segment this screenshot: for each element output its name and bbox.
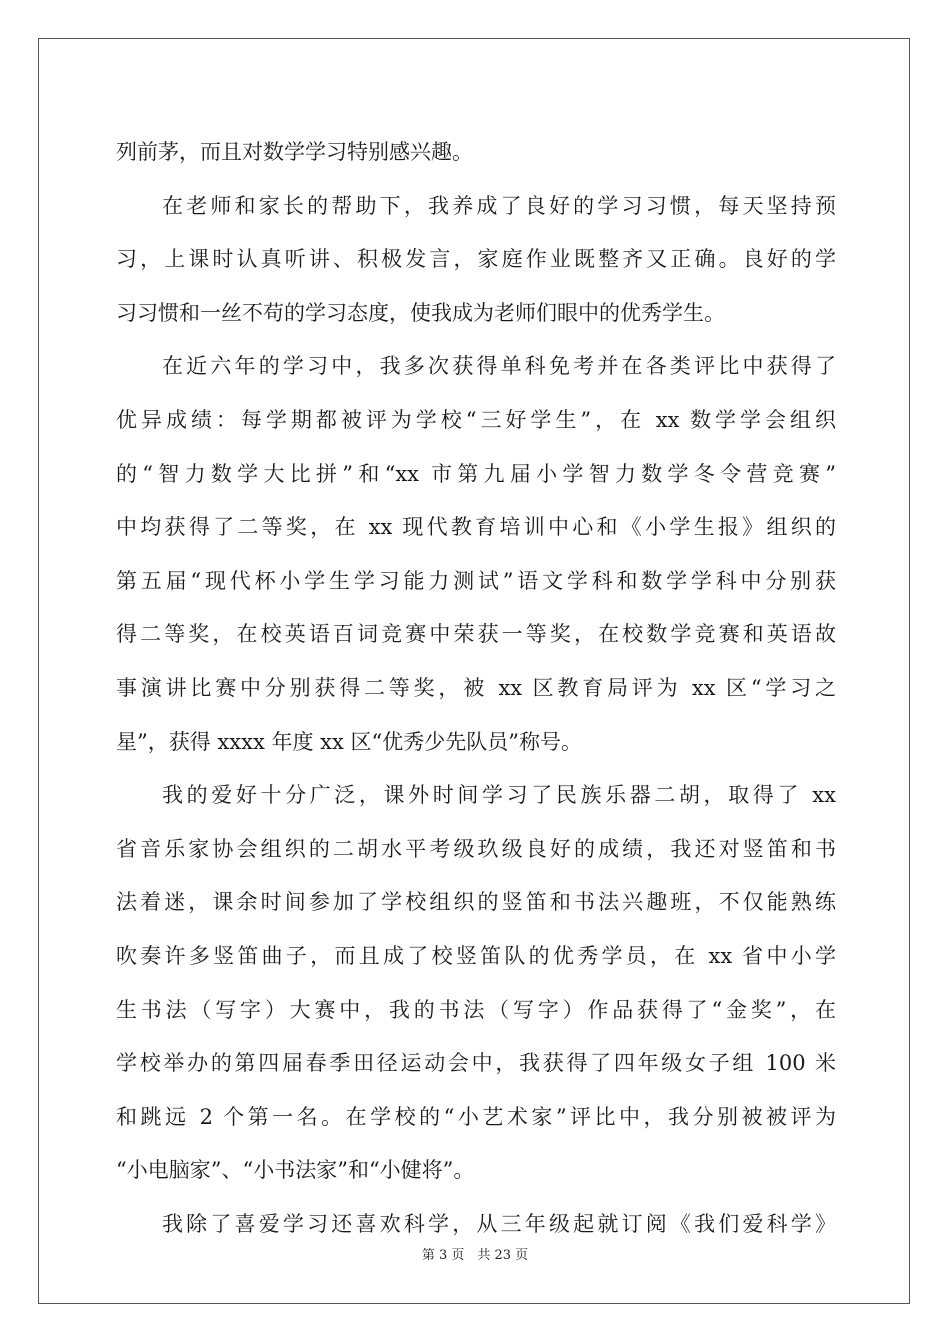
text-line: 我除了喜爱学习还喜欢科学，从三年级起就订阅《我们爱科学》 [162, 1211, 836, 1236]
text-line: 优异成绩：每学期都被评为学校“三好学生”，在 xx 数学学会组织 [116, 407, 836, 432]
text-line: 我的爱好十分广泛，课外时间学习了民族乐器二胡，取得了 xx [162, 783, 836, 808]
document-body [116, 126, 836, 1251]
text-line: 在老师和家长的帮助下，我养成了良好的学习习惯，每天坚持预 [162, 193, 836, 218]
text-line: 生书法（写字）大赛中，我的书法（写字）作品获得了“金奖”，在 [116, 997, 836, 1022]
text-line: 在近六年的学习中，我多次获得单科免考并在各类评比中获得了 [162, 354, 836, 379]
text-line: 列前茅，而且对数学学习特别感兴趣。 [116, 140, 473, 164]
page-number-label: 第 3 页 共 23 页 [421, 1248, 529, 1263]
text-line: 的“智力数学大比拼”和“xx 市第九届小学智力数学冬令营竞赛” [116, 461, 836, 486]
text-line: 法着迷，课余时间参加了学校组织的竖笛和书法兴趣班，不仅能熟练 [116, 890, 836, 915]
text-line: 和跳远 2 个第一名。在学校的“小艺术家”评比中，我分别被被评为 [116, 1104, 836, 1129]
text-line: “小电脑家”、“小书法家”和“小健将”。 [116, 1158, 475, 1183]
text-line: 学校举办的第四届春季田径运动会中，我获得了四年级女子组 100 米 [116, 1051, 836, 1076]
text-line: 中均获得了二等奖，在 xx 现代教育培训中心和《小学生报》组织的 [116, 515, 836, 540]
text-line: 习习惯和一丝不苟的学习态度，使我成为老师们眼中的优秀学生。 [116, 300, 725, 325]
text-line: 习，上课时认真听讲、积极发言，家庭作业既整齐又正确。良好的学 [116, 247, 836, 272]
page-footer [0, 1244, 950, 1263]
text-line: 得二等奖，在校英语百词竞赛中荣获一等奖，在校数学竞赛和英语故 [116, 622, 836, 647]
text-line: 星”，获得 xxxx 年度 xx 区“优秀少先队员”称号。 [116, 729, 582, 754]
text-line: 省音乐家协会组织的二胡水平考级玖级良好的成绩，我还对竖笛和书 [116, 836, 836, 861]
text-line: 第五届“现代杯小学生学习能力测试”语文学科和数学学科中分别获 [116, 568, 836, 593]
text-line: 吹奏许多竖笛曲子，而且成了校竖笛队的优秀学员，在 xx 省中小学 [116, 943, 836, 968]
text-line: 事演讲比赛中分别获得二等奖，被 xx 区教育局评为 xx 区“学习之 [116, 675, 836, 700]
